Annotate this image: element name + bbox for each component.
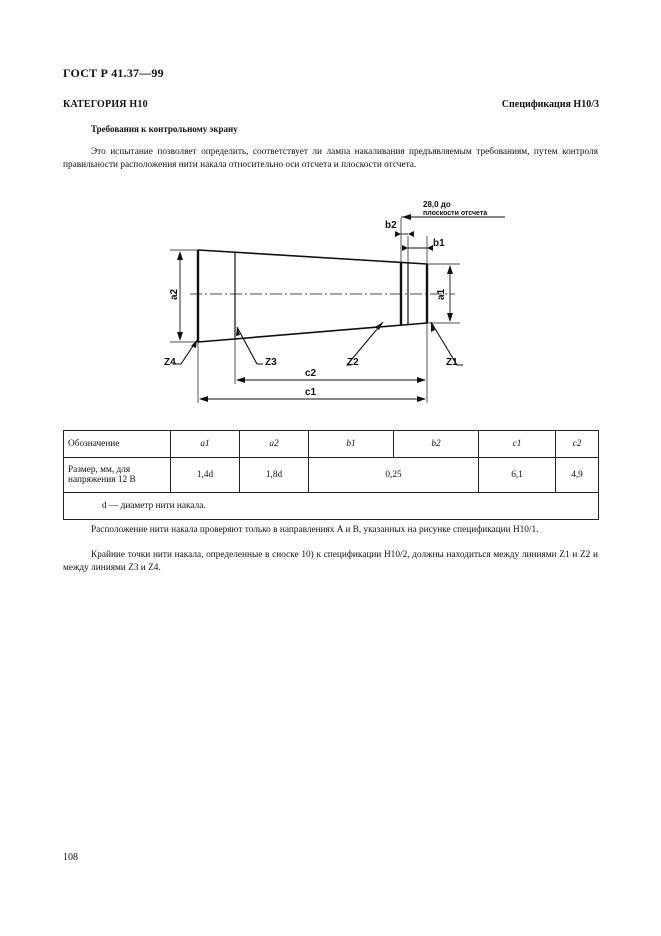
table-note: d — диаметр нити накала.	[64, 493, 599, 520]
z4-label: Z4	[164, 357, 176, 368]
reference-note-line2: плоскости отсчета	[423, 210, 488, 217]
specification-heading: Спецификация H10/3	[501, 99, 599, 110]
header-c1: c1	[479, 431, 556, 458]
bottom-boundary-line	[198, 323, 427, 342]
section-title: Требования к контрольному экрану	[91, 124, 238, 134]
b2-label: b2	[385, 220, 397, 231]
intro-paragraph: Это испытание позволяет определить, соответствует ли лампа накаливания предъявляемым требованиям, путем контроля правильности расположения нити накала относительно оси отсчета и плоскости отсчета.	[63, 147, 598, 170]
z2-label: Z2	[347, 357, 359, 368]
value-a1: 1,4d	[171, 458, 240, 493]
z1-label: Z1	[446, 357, 458, 368]
value-a2: 1,8d	[240, 458, 309, 493]
header-c2: c2	[556, 431, 599, 458]
table-row	[64, 458, 599, 493]
b1-label: b1	[433, 238, 445, 249]
z3-label: Z3	[265, 357, 277, 368]
header-b1: b1	[309, 431, 394, 458]
row-label: Размер, мм, для напряжения 12 В	[64, 458, 171, 493]
dimensions-table	[63, 430, 599, 520]
value-c2: 4,9	[556, 458, 599, 493]
category-heading: КАТЕГОРИЯ H10	[63, 99, 148, 110]
table-note-row	[64, 493, 599, 520]
header-b2: b2	[394, 431, 479, 458]
a2-label: a2	[169, 288, 180, 300]
top-boundary-line	[198, 250, 427, 264]
standard-number: ГОСТ Р 41.37—99	[63, 66, 164, 80]
value-b: 0,25	[309, 458, 479, 493]
z3-leader	[237, 327, 263, 364]
header-a2: a2	[240, 431, 309, 458]
c2-label: c2	[305, 368, 317, 379]
endpoints-paragraph: Крайние точки нити накала, определенные в сноске 10) к спецификации H10/2, должны находиться между линиями Z1 и Z2 и между линиями Z3 и Z4.	[63, 550, 598, 573]
table-header-row	[64, 431, 599, 458]
a1-label: a1	[436, 288, 447, 300]
reference-note-line1: 28,0 до	[423, 200, 451, 209]
c1-label: c1	[305, 387, 317, 398]
direction-paragraph: Расположение нити накала проверяют только в направлениях A и B, указанных на рисунке спецификации H10/1.	[91, 525, 539, 535]
header-a1: a1	[171, 431, 240, 458]
page-number: 108	[63, 852, 78, 863]
filament-screen-diagram	[155, 188, 488, 410]
value-c1: 6,1	[479, 458, 556, 493]
header-designation: Обозначение	[64, 431, 171, 458]
